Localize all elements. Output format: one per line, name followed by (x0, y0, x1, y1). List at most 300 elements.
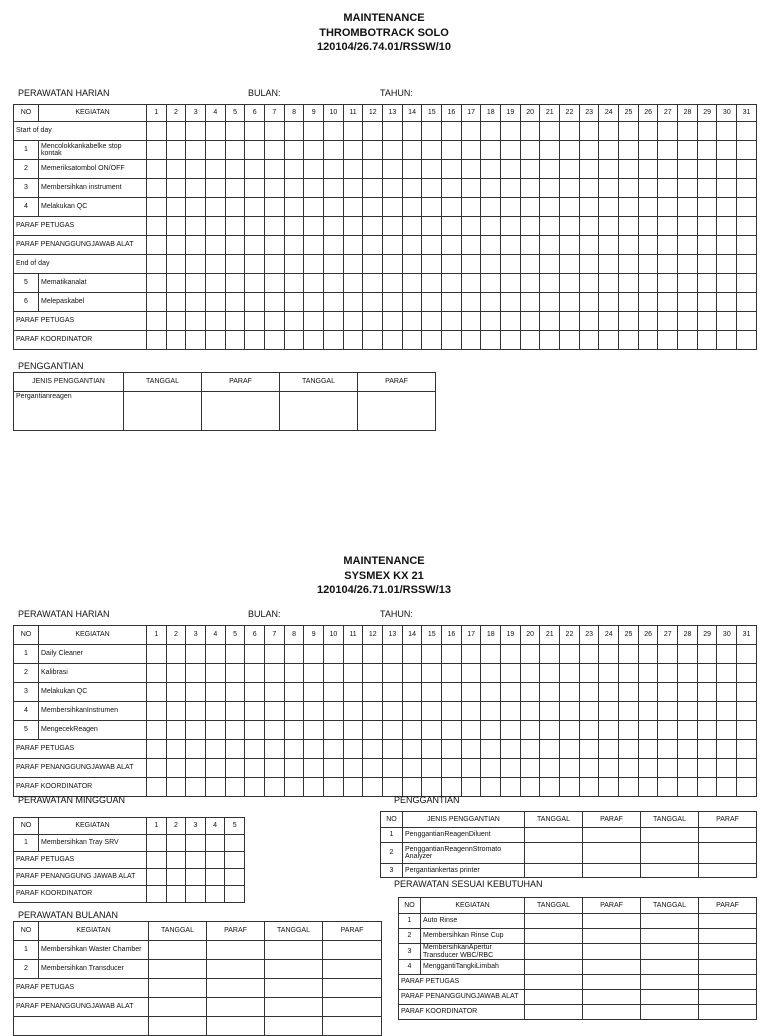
signature-cell[interactable] (697, 778, 717, 797)
grid-cell[interactable] (737, 274, 757, 293)
grid-cell[interactable] (737, 198, 757, 217)
grid-cell[interactable] (678, 274, 698, 293)
grid-cell[interactable] (245, 683, 265, 702)
grid-cell[interactable] (501, 293, 521, 312)
signature-cell[interactable] (166, 312, 186, 331)
grid-cell[interactable] (658, 274, 678, 293)
signature-cell[interactable] (658, 331, 678, 350)
grid-cell[interactable] (265, 960, 323, 979)
signature-cell[interactable] (678, 236, 698, 255)
grid-cell[interactable] (717, 179, 737, 198)
grid-cell[interactable] (619, 160, 639, 179)
grid-cell[interactable] (525, 914, 583, 929)
grid-cell[interactable] (717, 198, 737, 217)
signature-cell[interactable] (641, 990, 699, 1005)
grid-cell[interactable] (186, 645, 206, 664)
signature-cell[interactable] (583, 975, 641, 990)
grid-cell[interactable] (422, 702, 442, 721)
grid-cell[interactable] (284, 683, 304, 702)
grid-cell[interactable] (166, 645, 186, 664)
grid-cell[interactable] (461, 141, 481, 160)
signature-cell[interactable] (638, 236, 658, 255)
signature-cell[interactable] (343, 312, 363, 331)
grid-cell[interactable] (442, 702, 462, 721)
grid-cell[interactable] (402, 179, 422, 198)
grid-cell[interactable] (678, 702, 698, 721)
grid-cell[interactable] (265, 293, 285, 312)
signature-cell[interactable] (461, 312, 481, 331)
signature-cell[interactable] (383, 312, 403, 331)
grid-cell[interactable] (737, 721, 757, 740)
signature-cell[interactable] (501, 331, 521, 350)
signature-cell[interactable] (697, 217, 717, 236)
signature-cell[interactable] (265, 217, 285, 236)
grid-cell[interactable] (402, 274, 422, 293)
signature-cell[interactable] (481, 778, 501, 797)
signature-cell[interactable] (166, 331, 186, 350)
signature-cell[interactable] (579, 740, 599, 759)
signature-cell[interactable] (265, 312, 285, 331)
grid-cell[interactable] (717, 645, 737, 664)
grid-cell[interactable] (678, 721, 698, 740)
grid-cell[interactable] (284, 179, 304, 198)
grid-cell[interactable] (147, 645, 167, 664)
grid-cell[interactable] (343, 702, 363, 721)
grid-cell[interactable] (343, 141, 363, 160)
grid-cell[interactable] (304, 702, 324, 721)
signature-cell[interactable] (186, 759, 206, 778)
signature-cell[interactable] (402, 217, 422, 236)
signature-cell[interactable] (206, 740, 226, 759)
signature-cell[interactable] (501, 759, 521, 778)
grid-cell[interactable] (147, 141, 167, 160)
grid-cell[interactable] (166, 198, 186, 217)
grid-cell[interactable] (422, 645, 442, 664)
grid-cell[interactable] (641, 944, 699, 960)
grid-cell[interactable] (265, 274, 285, 293)
signature-cell[interactable] (149, 1017, 207, 1036)
signature-cell[interactable] (619, 331, 639, 350)
grid-cell[interactable] (363, 645, 383, 664)
signature-cell[interactable] (147, 740, 167, 759)
grid-cell[interactable] (304, 198, 324, 217)
grid-cell[interactable] (599, 721, 619, 740)
signature-cell[interactable] (225, 236, 245, 255)
grid-cell[interactable] (461, 721, 481, 740)
grid-cell[interactable] (245, 664, 265, 683)
signature-cell[interactable] (324, 778, 344, 797)
grid-cell[interactable] (638, 683, 658, 702)
signature-cell[interactable] (540, 778, 560, 797)
signature-cell[interactable] (599, 236, 619, 255)
grid-cell[interactable] (461, 702, 481, 721)
grid-cell[interactable] (525, 944, 583, 960)
signature-cell[interactable] (678, 217, 698, 236)
signature-cell[interactable] (363, 759, 383, 778)
grid-cell[interactable] (583, 960, 641, 975)
grid-cell[interactable] (363, 664, 383, 683)
grid-cell[interactable] (225, 179, 245, 198)
signature-cell[interactable] (461, 778, 481, 797)
grid-cell[interactable] (619, 664, 639, 683)
signature-cell[interactable] (599, 312, 619, 331)
signature-cell[interactable] (717, 331, 737, 350)
grid-cell[interactable] (641, 864, 699, 878)
grid-cell[interactable] (186, 702, 206, 721)
grid-cell[interactable] (619, 683, 639, 702)
signature-cell[interactable] (422, 312, 442, 331)
grid-cell[interactable] (225, 664, 245, 683)
grid-cell[interactable] (186, 141, 206, 160)
signature-cell[interactable] (166, 886, 186, 903)
signature-cell[interactable] (599, 331, 619, 350)
grid-cell[interactable] (225, 835, 245, 852)
grid-cell[interactable] (304, 141, 324, 160)
grid-cell[interactable] (147, 721, 167, 740)
signature-cell[interactable] (525, 990, 583, 1005)
grid-cell[interactable] (619, 179, 639, 198)
grid-cell[interactable] (583, 843, 641, 864)
grid-cell[interactable] (599, 198, 619, 217)
signature-cell[interactable] (206, 759, 226, 778)
grid-cell[interactable] (442, 160, 462, 179)
signature-cell[interactable] (402, 312, 422, 331)
grid-cell[interactable] (461, 293, 481, 312)
grid-cell[interactable] (402, 141, 422, 160)
grid-cell[interactable] (363, 179, 383, 198)
signature-cell[interactable] (363, 312, 383, 331)
grid-cell[interactable] (619, 198, 639, 217)
signature-cell[interactable] (147, 217, 167, 236)
signature-cell[interactable] (737, 331, 757, 350)
grid-cell[interactable] (304, 274, 324, 293)
signature-cell[interactable] (383, 217, 403, 236)
signature-cell[interactable] (599, 759, 619, 778)
signature-cell[interactable] (641, 1005, 699, 1020)
grid-cell[interactable] (697, 293, 717, 312)
grid-cell[interactable] (245, 198, 265, 217)
grid-cell[interactable] (265, 721, 285, 740)
grid-cell[interactable] (638, 645, 658, 664)
grid-cell[interactable] (525, 843, 583, 864)
grid-cell[interactable] (540, 160, 560, 179)
grid-cell[interactable] (560, 274, 580, 293)
grid-cell[interactable] (583, 944, 641, 960)
grid-cell[interactable] (225, 645, 245, 664)
grid-cell[interactable] (147, 293, 167, 312)
grid-cell[interactable] (540, 274, 560, 293)
signature-cell[interactable] (579, 236, 599, 255)
signature-cell[interactable] (323, 979, 382, 998)
signature-cell[interactable] (343, 759, 363, 778)
grid-cell[interactable] (501, 160, 521, 179)
grid-cell[interactable] (579, 198, 599, 217)
signature-cell[interactable] (225, 217, 245, 236)
grid-cell[interactable] (402, 702, 422, 721)
signature-cell[interactable] (520, 236, 540, 255)
signature-cell[interactable] (678, 331, 698, 350)
grid-cell[interactable] (560, 721, 580, 740)
grid-cell[interactable] (206, 683, 226, 702)
signature-cell[interactable] (265, 1017, 323, 1036)
grid-cell[interactable] (737, 293, 757, 312)
signature-cell[interactable] (265, 740, 285, 759)
signature-cell[interactable] (324, 236, 344, 255)
signature-cell[interactable] (481, 759, 501, 778)
grid-cell[interactable] (442, 721, 462, 740)
signature-cell[interactable] (402, 740, 422, 759)
grid-cell[interactable] (343, 293, 363, 312)
grid-cell[interactable] (697, 702, 717, 721)
grid-cell[interactable] (697, 141, 717, 160)
grid-cell[interactable] (678, 293, 698, 312)
grid-cell[interactable] (383, 274, 403, 293)
signature-cell[interactable] (402, 236, 422, 255)
grid-cell[interactable] (461, 198, 481, 217)
signature-cell[interactable] (383, 778, 403, 797)
grid-cell[interactable] (284, 645, 304, 664)
grid-cell[interactable] (225, 274, 245, 293)
signature-cell[interactable] (717, 740, 737, 759)
grid-cell[interactable] (166, 664, 186, 683)
grid-cell[interactable] (638, 179, 658, 198)
grid-cell[interactable] (579, 702, 599, 721)
grid-cell[interactable] (186, 160, 206, 179)
signature-cell[interactable] (304, 236, 324, 255)
grid-cell[interactable] (520, 293, 540, 312)
replacement-cell[interactable] (124, 392, 202, 431)
signature-cell[interactable] (207, 998, 265, 1017)
signature-cell[interactable] (363, 236, 383, 255)
grid-cell[interactable] (501, 683, 521, 702)
signature-cell[interactable] (619, 759, 639, 778)
grid-cell[interactable] (579, 179, 599, 198)
grid-cell[interactable] (638, 198, 658, 217)
signature-cell[interactable] (186, 740, 206, 759)
signature-cell[interactable] (323, 998, 382, 1017)
signature-cell[interactable] (461, 740, 481, 759)
grid-cell[interactable] (186, 179, 206, 198)
grid-cell[interactable] (699, 944, 757, 960)
signature-cell[interactable] (442, 759, 462, 778)
grid-cell[interactable] (560, 664, 580, 683)
grid-cell[interactable] (265, 141, 285, 160)
signature-cell[interactable] (422, 217, 442, 236)
signature-cell[interactable] (225, 759, 245, 778)
signature-cell[interactable] (245, 312, 265, 331)
signature-cell[interactable] (560, 312, 580, 331)
grid-cell[interactable] (245, 702, 265, 721)
grid-cell[interactable] (206, 198, 226, 217)
grid-cell[interactable] (323, 941, 382, 960)
grid-cell[interactable] (383, 645, 403, 664)
signature-cell[interactable] (402, 331, 422, 350)
grid-cell[interactable] (206, 179, 226, 198)
grid-cell[interactable] (186, 293, 206, 312)
signature-cell[interactable] (520, 312, 540, 331)
signature-cell[interactable] (147, 331, 167, 350)
grid-cell[interactable] (619, 293, 639, 312)
signature-cell[interactable] (540, 759, 560, 778)
grid-cell[interactable] (501, 702, 521, 721)
signature-cell[interactable] (245, 331, 265, 350)
signature-cell[interactable] (442, 778, 462, 797)
grid-cell[interactable] (717, 141, 737, 160)
signature-cell[interactable] (560, 331, 580, 350)
grid-cell[interactable] (206, 141, 226, 160)
signature-cell[interactable] (206, 778, 226, 797)
grid-cell[interactable] (147, 198, 167, 217)
signature-cell[interactable] (422, 740, 442, 759)
signature-cell[interactable] (560, 759, 580, 778)
signature-cell[interactable] (583, 1005, 641, 1020)
signature-cell[interactable] (166, 852, 186, 869)
replacement-cell[interactable] (280, 392, 358, 431)
signature-cell[interactable] (343, 217, 363, 236)
grid-cell[interactable] (343, 274, 363, 293)
grid-cell[interactable] (324, 293, 344, 312)
signature-cell[interactable] (206, 331, 226, 350)
signature-cell[interactable] (697, 759, 717, 778)
grid-cell[interactable] (422, 664, 442, 683)
grid-cell[interactable] (206, 702, 226, 721)
grid-cell[interactable] (245, 141, 265, 160)
signature-cell[interactable] (678, 759, 698, 778)
signature-cell[interactable] (501, 217, 521, 236)
grid-cell[interactable] (265, 683, 285, 702)
grid-cell[interactable] (579, 721, 599, 740)
signature-cell[interactable] (501, 778, 521, 797)
grid-cell[interactable] (422, 683, 442, 702)
grid-cell[interactable] (619, 721, 639, 740)
grid-cell[interactable] (599, 141, 619, 160)
grid-cell[interactable] (225, 721, 245, 740)
grid-cell[interactable] (186, 835, 206, 852)
grid-cell[interactable] (540, 721, 560, 740)
grid-cell[interactable] (501, 141, 521, 160)
grid-cell[interactable] (481, 664, 501, 683)
signature-cell[interactable] (206, 217, 226, 236)
grid-cell[interactable] (560, 198, 580, 217)
grid-cell[interactable] (147, 179, 167, 198)
signature-cell[interactable] (737, 312, 757, 331)
signature-cell[interactable] (324, 759, 344, 778)
grid-cell[interactable] (737, 160, 757, 179)
grid-cell[interactable] (540, 664, 560, 683)
grid-cell[interactable] (525, 960, 583, 975)
signature-cell[interactable] (658, 740, 678, 759)
signature-cell[interactable] (599, 740, 619, 759)
grid-cell[interactable] (520, 683, 540, 702)
grid-cell[interactable] (717, 702, 737, 721)
signature-cell[interactable] (583, 990, 641, 1005)
signature-cell[interactable] (699, 975, 757, 990)
signature-cell[interactable] (304, 331, 324, 350)
signature-cell[interactable] (717, 236, 737, 255)
grid-cell[interactable] (422, 160, 442, 179)
grid-cell[interactable] (206, 721, 226, 740)
signature-cell[interactable] (166, 236, 186, 255)
grid-cell[interactable] (697, 160, 717, 179)
grid-cell[interactable] (343, 160, 363, 179)
signature-cell[interactable] (323, 1017, 382, 1036)
grid-cell[interactable] (225, 683, 245, 702)
signature-cell[interactable] (658, 312, 678, 331)
grid-cell[interactable] (599, 702, 619, 721)
signature-cell[interactable] (245, 759, 265, 778)
grid-cell[interactable] (324, 702, 344, 721)
grid-cell[interactable] (206, 274, 226, 293)
grid-cell[interactable] (599, 664, 619, 683)
grid-cell[interactable] (402, 198, 422, 217)
signature-cell[interactable] (579, 312, 599, 331)
grid-cell[interactable] (658, 664, 678, 683)
grid-cell[interactable] (560, 293, 580, 312)
grid-cell[interactable] (324, 664, 344, 683)
grid-cell[interactable] (540, 702, 560, 721)
grid-cell[interactable] (579, 141, 599, 160)
grid-cell[interactable] (304, 664, 324, 683)
grid-cell[interactable] (697, 179, 717, 198)
signature-cell[interactable] (658, 778, 678, 797)
grid-cell[interactable] (599, 160, 619, 179)
replacement-cell[interactable] (358, 392, 436, 431)
grid-cell[interactable] (678, 179, 698, 198)
signature-cell[interactable] (265, 979, 323, 998)
grid-cell[interactable] (599, 645, 619, 664)
signature-cell[interactable] (599, 778, 619, 797)
grid-cell[interactable] (343, 198, 363, 217)
signature-cell[interactable] (225, 852, 245, 869)
grid-cell[interactable] (560, 702, 580, 721)
grid-cell[interactable] (383, 721, 403, 740)
grid-cell[interactable] (579, 683, 599, 702)
signature-cell[interactable] (638, 778, 658, 797)
grid-cell[interactable] (481, 179, 501, 198)
grid-cell[interactable] (205, 835, 225, 852)
grid-cell[interactable] (207, 941, 265, 960)
grid-cell[interactable] (461, 683, 481, 702)
grid-cell[interactable] (442, 664, 462, 683)
signature-cell[interactable] (717, 778, 737, 797)
signature-cell[interactable] (560, 217, 580, 236)
signature-cell[interactable] (245, 778, 265, 797)
grid-cell[interactable] (540, 683, 560, 702)
signature-cell[interactable] (304, 312, 324, 331)
grid-cell[interactable] (343, 721, 363, 740)
grid-cell[interactable] (265, 941, 323, 960)
grid-cell[interactable] (678, 683, 698, 702)
signature-cell[interactable] (363, 778, 383, 797)
grid-cell[interactable] (304, 645, 324, 664)
signature-cell[interactable] (205, 886, 225, 903)
grid-cell[interactable] (343, 645, 363, 664)
grid-cell[interactable] (560, 141, 580, 160)
signature-cell[interactable] (284, 759, 304, 778)
grid-cell[interactable] (343, 683, 363, 702)
grid-cell[interactable] (599, 293, 619, 312)
grid-cell[interactable] (422, 179, 442, 198)
grid-cell[interactable] (284, 141, 304, 160)
signature-cell[interactable] (619, 236, 639, 255)
signature-cell[interactable] (343, 778, 363, 797)
grid-cell[interactable] (265, 198, 285, 217)
grid-cell[interactable] (149, 960, 207, 979)
grid-cell[interactable] (402, 664, 422, 683)
grid-cell[interactable] (560, 645, 580, 664)
signature-cell[interactable] (147, 236, 167, 255)
grid-cell[interactable] (186, 274, 206, 293)
